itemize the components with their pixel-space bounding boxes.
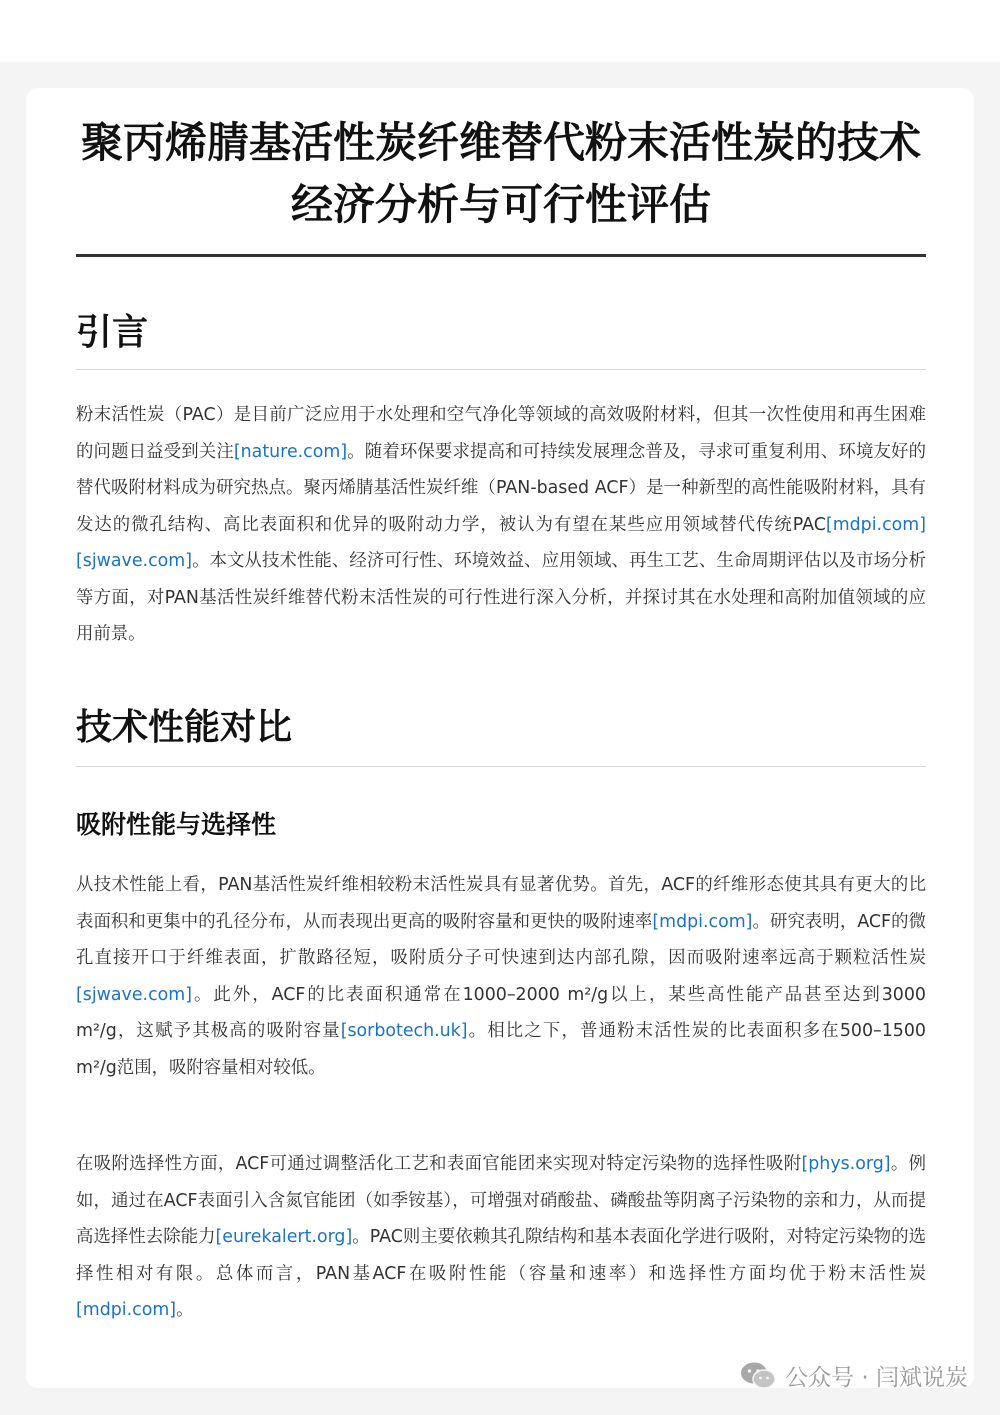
paragraph-text: 。随着环保要求提高和可持续发展理念普及，寻求可重复利用、环境友好的替代吸附材料成为研究热点。聚丙烯腈基活性炭纤维（PAN-based ACF）是一种新型的高性能吸附材料，具有发达的微孔结构、高比表面积和优异的吸附动力学，被认为有望在某些应用领域替代传统PAC	[76, 441, 926, 535]
paragraph-text: 。研究表明，ACF的微孔直接开口于纤维表面，扩散路径短，吸附质分子可快速到达内部孔隙，因而吸附速率远高于颗粒活性炭	[76, 911, 926, 968]
paragraph-text: 粉末活性炭（PAC）是目前广泛应用于水处理和空气净化等领域的高效吸附材料，但其一次性使用和再生困难的问题日益受到关注	[76, 405, 926, 462]
section-heading-intro: 引言	[76, 312, 149, 353]
reference-link[interactable]: [phys.org]	[801, 1154, 891, 1174]
title-divider	[76, 254, 926, 257]
paragraph-text: 。此外，ACF的比表面积通常在1000–2000 m²/g以上，某些高性能产品甚至达到3000 m²/g，这赋予其极高的吸附容量	[76, 984, 926, 1041]
intro-paragraph	[76, 397, 926, 653]
reference-link[interactable]: [nature.com]	[233, 441, 348, 462]
reference-link[interactable]: [sjwave.com]	[76, 984, 193, 1005]
article-title: 聚丙烯腈基活性炭纤维替代粉末活性炭的技术经济分析与可行性评估	[80, 118, 921, 229]
paragraph-text: 。例如，通过在ACF表面引入含氮官能团（如季铵基），可增强对硝酸盐、磷酸盐等阴离子污染物的亲和力，从而提高选择性去除能力	[76, 1154, 926, 1247]
selectivity-paragraph	[76, 1146, 926, 1329]
subsection-heading-adsorption: 吸附性能与选择性	[76, 810, 277, 839]
watermark-text: 公众号 · 闫斌说炭	[785, 1364, 968, 1391]
section-divider-intro	[76, 369, 926, 370]
reference-link[interactable]: [mdpi.com]	[76, 1300, 177, 1320]
top-band	[0, 0, 1000, 62]
adsorption-paragraph	[76, 867, 926, 1086]
account-watermark	[739, 1357, 968, 1393]
paragraph-text: 在吸附选择性方面，ACF可通过调整活化工艺和表面官能团来实现对特定污染物的选择性吸附	[76, 1154, 802, 1174]
paragraph-text: 。	[176, 1300, 194, 1320]
reference-link[interactable]: [mdpi.com][sjwave.com]	[76, 514, 926, 571]
reference-link[interactable]: [sorbotech.uk]	[340, 1021, 468, 1041]
paragraph-text: 。相比之下，普通粉末活性炭的比表面积多在500–1500 m²/g范围，吸附容量相对较低。	[76, 1021, 926, 1078]
reference-link[interactable]: [eurekalert.org]	[215, 1227, 353, 1247]
section-heading-tech: 技术性能对比	[76, 707, 293, 748]
paragraph-text: 。PAC则主要依赖其孔隙结构和基本表面化学进行吸附，对特定污染物的选择性相对有限。总体而言，PAN基ACF在吸附性能（容量和速率）和选择性方面均优于粉末活性炭	[76, 1227, 926, 1284]
wechat-icon	[739, 1360, 777, 1390]
section-divider-tech	[76, 766, 926, 767]
reference-link[interactable]: [mdpi.com]	[652, 911, 753, 932]
paragraph-text: 。本文从技术性能、经济可行性、环境效益、应用领域、再生工艺、生命周期评估以及市场分析等方面，对PAN基活性炭纤维替代粉末活性炭的可行性进行深入分析，并探讨其在水处理和高附加值领域的应用前景。	[76, 551, 926, 644]
article-card	[26, 88, 974, 1388]
paragraph-text: 从技术性能上看，PAN基活性炭纤维相较粉末活性炭具有显著优势。首先，ACF的纤维形态使其具有更大的比表面积和更集中的孔径分布，从而表现出更高的吸附容量和更快的吸附速率	[76, 875, 926, 932]
